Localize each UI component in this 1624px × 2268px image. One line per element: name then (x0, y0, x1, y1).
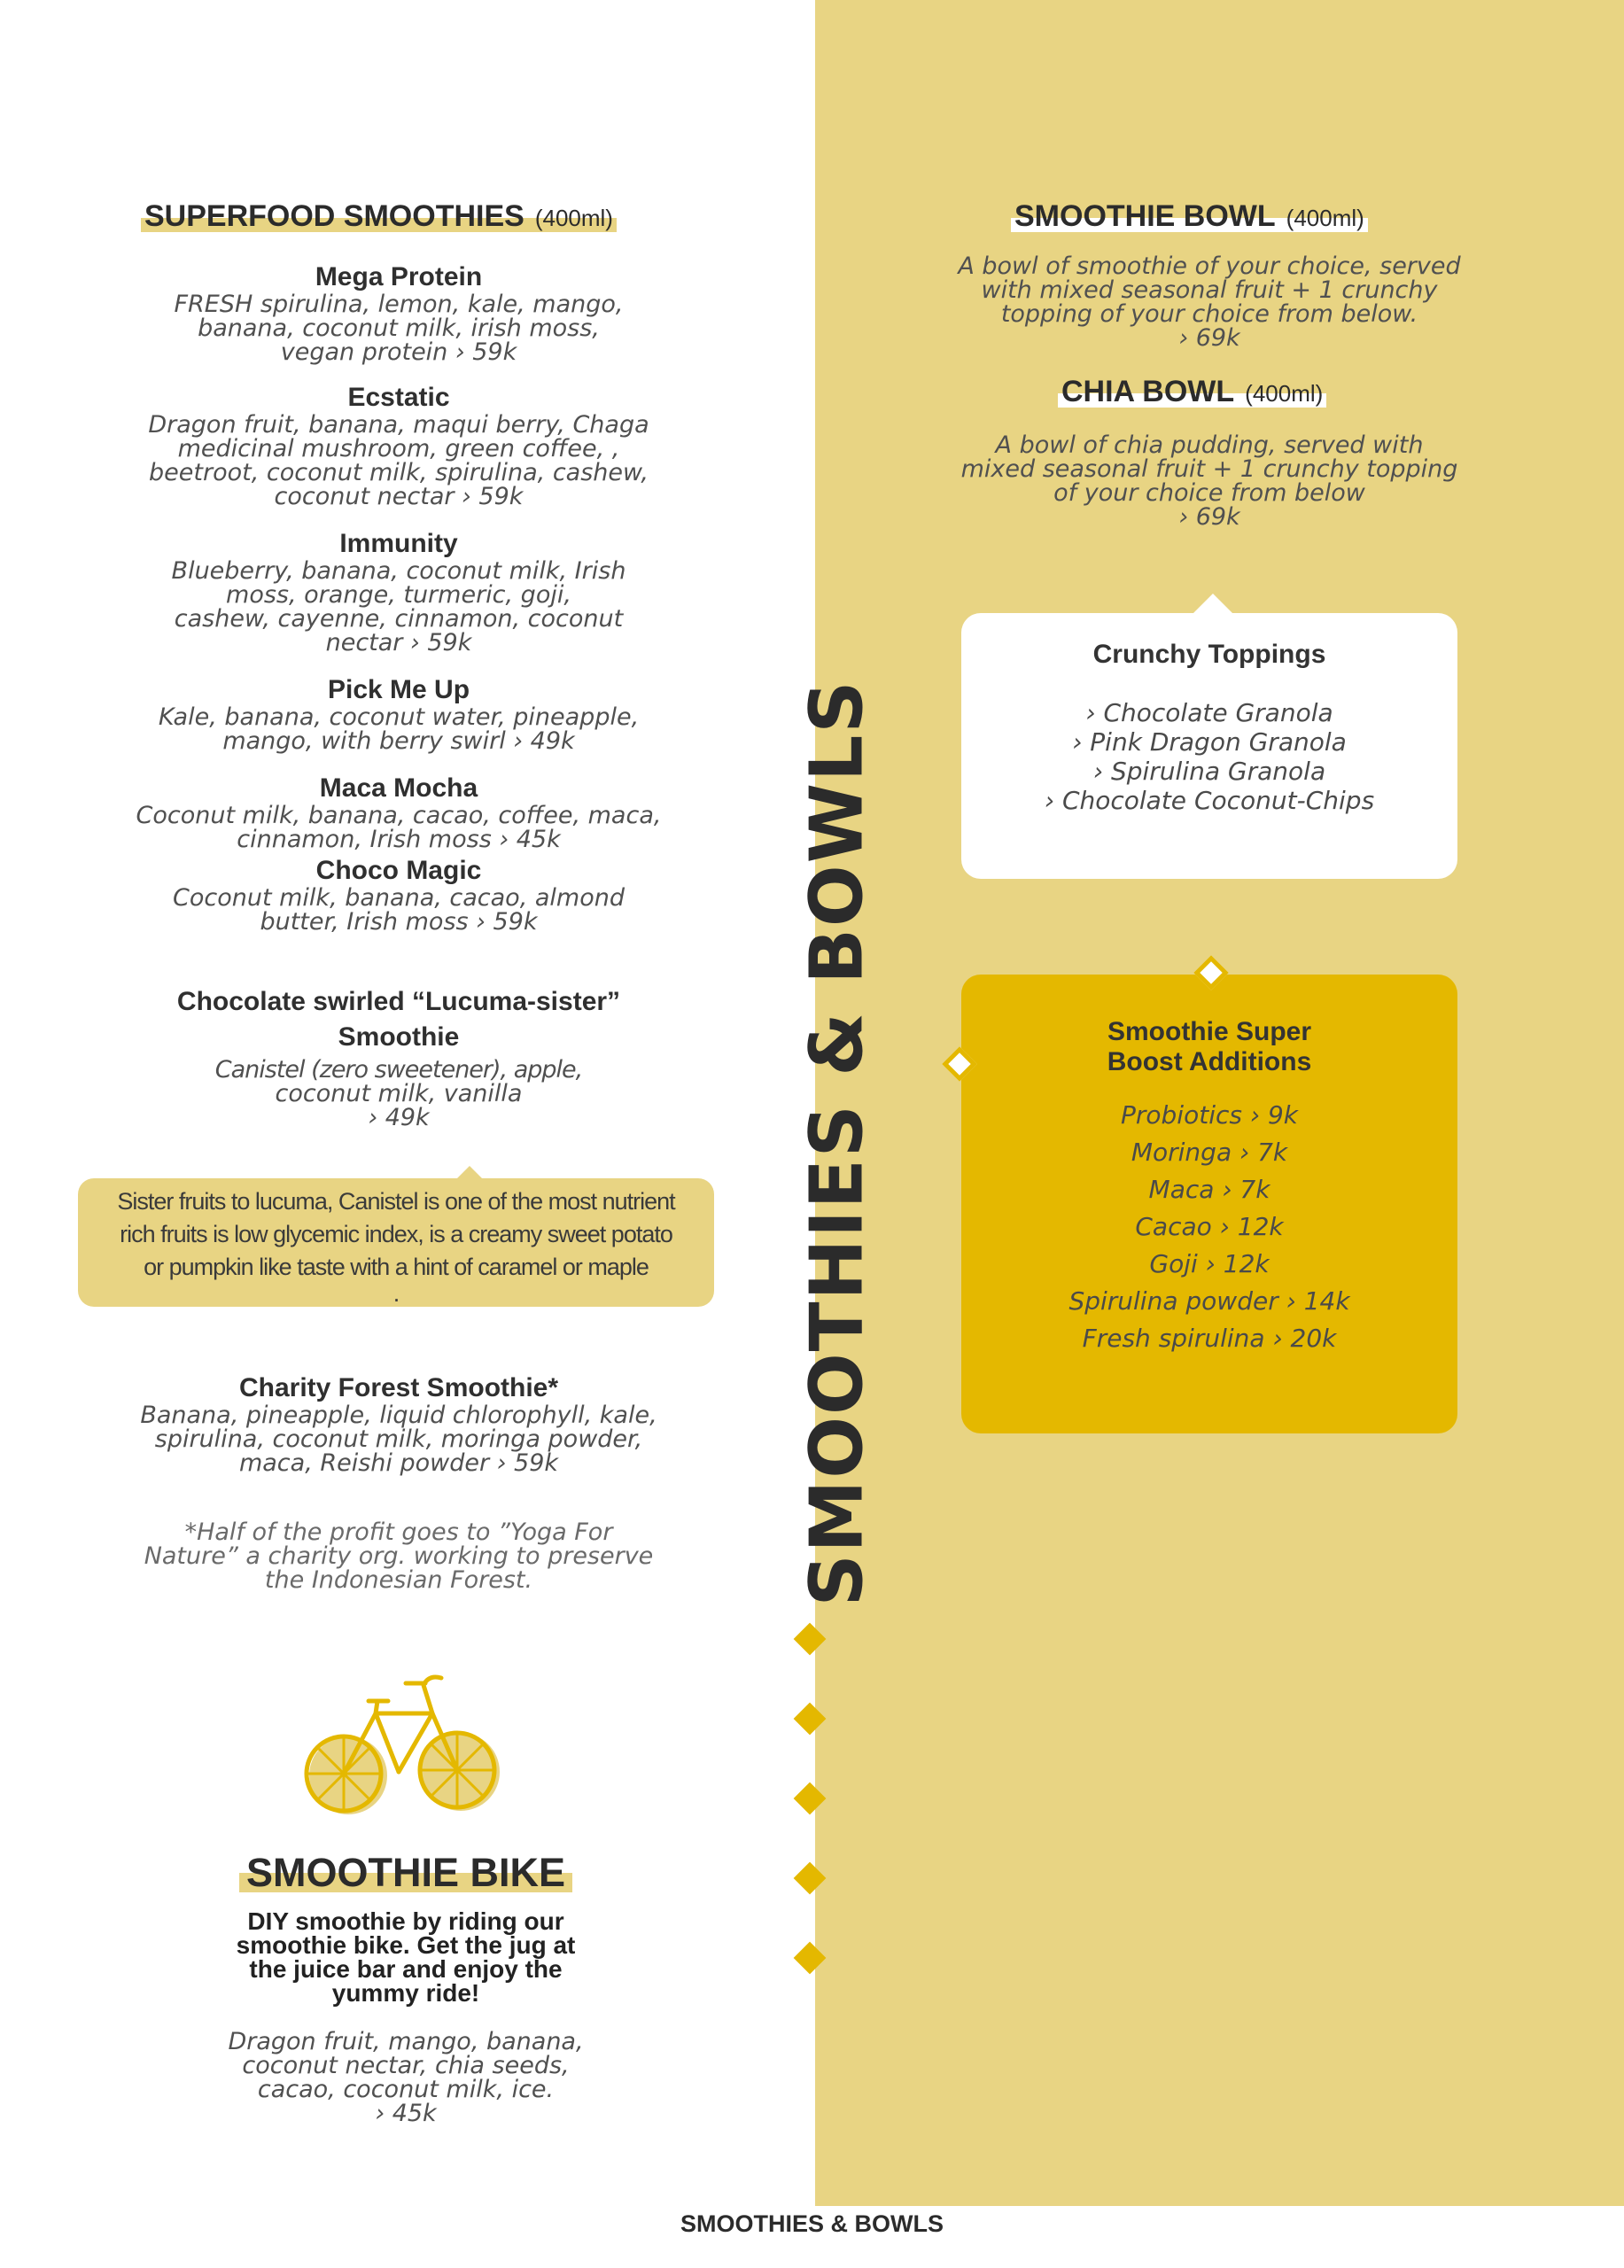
footnote-line: Nature” a charity org. working to preserve (144, 1542, 654, 1570)
bike-bold-line: smoothie bike. Get the jug at (236, 1931, 576, 1959)
item-desc-line: › 49k (368, 1104, 430, 1131)
bike-desc-line: coconut nectar, chia seeds, (242, 2052, 570, 2079)
item-desc-line: butter, Irish moss › 59k (260, 908, 538, 936)
item-desc-line: moss, orange, turmeric, goji, (226, 581, 571, 609)
boost-title (961, 1017, 1457, 1077)
boost-item: Spirulina powder › 14k (1068, 1286, 1350, 1316)
boost-item: Cacao › 12k (1135, 1212, 1284, 1241)
menu-item-ecstatic (133, 383, 664, 509)
item-desc-line: Blueberry, banana, coconut milk, Irish (171, 557, 626, 585)
item-name: Pick Me Up (327, 675, 470, 704)
menu-item-maca-mocha (133, 773, 664, 851)
boost-title-line: Smoothie Super (1107, 1017, 1312, 1046)
chia-desc-line: › 69k (1178, 503, 1240, 531)
smoothie-bowl-desc (939, 254, 1480, 350)
bowl-desc-line: with mixed seasonal fruit + 1 crunchy (981, 276, 1438, 304)
menu-item-pick-me-up (133, 675, 664, 753)
bike-bold-line: yummy ride! (331, 1979, 480, 2007)
boost-item: Moringa › 7k (1131, 1138, 1288, 1167)
topping-item: › Chocolate Coconut-Chips (1044, 786, 1375, 815)
topping-item: › Pink Dragon Granola (1072, 727, 1347, 757)
note-line: . (392, 1280, 400, 1307)
bike-bold-line: DIY smoothie by riding our (247, 1907, 564, 1935)
chia-bowl-size: (400ml) (1245, 380, 1324, 407)
bike-desc-line: cacao, coconut milk, ice. (257, 2076, 555, 2103)
menu-item-mega-protein (133, 262, 664, 364)
item-desc-line: maca, Reishi powder › 59k (238, 1449, 559, 1477)
menu-item-immunity (133, 529, 664, 655)
item-desc-line: Banana, pineapple, liquid chlorophyll, kale, (140, 1402, 657, 1429)
chia-bowl-desc (939, 433, 1480, 529)
chia-desc-line: of your choice from below (1053, 479, 1365, 507)
topping-item: › Chocolate Granola (1085, 698, 1333, 727)
boost-item: Probiotics › 9k (1121, 1100, 1298, 1130)
item-desc-line: Kale, banana, coconut water, pineapple, (158, 703, 640, 731)
note-line: Sister fruits to lucuma, Canistel is one of the most nutrient (117, 1188, 675, 1215)
note-text (87, 1185, 705, 1307)
menu-item-charity-forest (133, 1373, 664, 1475)
superfood-size: (400ml) (534, 205, 613, 231)
chia-bowl-title (1061, 375, 1323, 409)
bike-bold-line: the juice bar and enjoy the (249, 1955, 563, 1983)
item-desc-line: spirulina, coconut milk, moringa powder, (154, 1425, 643, 1453)
toppings-list (961, 698, 1457, 815)
boost-additions-box (961, 975, 1457, 1433)
smoothie-bike-info (133, 1909, 679, 2125)
item-desc-line: Dragon fruit, banana, maqui berry, Chaga (148, 411, 649, 439)
item-name: Immunity (339, 529, 458, 558)
bike-desc-line: › 45k (375, 2100, 437, 2127)
item-desc-line: coconut nectar › 59k (274, 483, 524, 510)
item-desc-line: banana, coconut milk, irish moss, (198, 315, 600, 342)
smoothie-bowl-title (1014, 199, 1364, 234)
item-name: Choco Magic (315, 856, 482, 885)
boost-item: Maca › 7k (1148, 1175, 1270, 1204)
note-pointer (457, 1166, 482, 1178)
vertical-section-title: SMOOTHIES & BOWLS (795, 679, 880, 1607)
chia-bowl-title-text: CHIA BOWL (1061, 375, 1235, 408)
bike-desc-line: Dragon fruit, mango, banana, (228, 2028, 584, 2055)
item-name: Smoothie (338, 1022, 460, 1052)
bowl-desc-line: A bowl of smoothie of your choice, served (958, 252, 1461, 280)
chia-desc-line: A bowl of chia pudding, served with (995, 431, 1424, 459)
item-desc-line: cashew, cayenne, cinnamon, coconut (174, 605, 624, 633)
menu-item-choco-magic (133, 856, 664, 934)
item-desc-line: coconut milk, vanilla (275, 1080, 523, 1107)
boost-item: Fresh spirulina › 20k (1082, 1324, 1337, 1353)
superfood-section-title (144, 199, 613, 234)
item-name: Maca Mocha (319, 773, 478, 803)
superfood-title-text: SUPERFOOD SMOOTHIES (144, 199, 524, 233)
item-name: Mega Protein (315, 262, 483, 291)
item-desc-line: nectar › 59k (325, 629, 472, 656)
boost-title-line: Boost Additions (1107, 1047, 1312, 1076)
charity-footnote (133, 1520, 664, 1592)
boost-list (961, 1097, 1457, 1357)
item-desc-line: medicinal mushroom, green coffee, , (177, 435, 620, 462)
item-name: Charity Forest Smoothie* (238, 1373, 559, 1402)
bike-title-text: SMOOTHIE BIKE (245, 1850, 566, 1895)
item-desc-line: Coconut milk, banana, cacao, almond (173, 884, 625, 912)
item-name: Chocolate swirled “Lucuma-sister” (176, 987, 621, 1016)
footnote-line: the Indonesian Forest. (264, 1566, 533, 1594)
toppings-pointer (1193, 594, 1232, 613)
item-desc-line: Canistel (zero sweetener), apple, (214, 1056, 583, 1084)
item-desc-line: beetroot, coconut milk, spirulina, cashew, (149, 459, 649, 486)
item-name: Ecstatic (347, 383, 450, 412)
item-desc-line: FRESH spirulina, lemon, kale, mango, (174, 291, 624, 318)
note-line: or pumpkin like taste with a hint of caramel or maple (144, 1254, 649, 1280)
bowl-desc-line: topping of your choice from below. (1000, 300, 1418, 328)
smoothie-bike-title (0, 1850, 812, 1896)
page-footer: SMOOTHIES & BOWLS (680, 2210, 944, 2237)
footnote-line: *Half of the profit goes to ”Yoga For (184, 1518, 613, 1546)
note-line: rich fruits is low glycemic index, is a creamy sweet potato (120, 1221, 672, 1247)
crunchy-toppings-box (961, 613, 1457, 879)
smoothie-bowl-size: (400ml) (1286, 205, 1364, 231)
smoothie-bowl-title-text: SMOOTHIE BOWL (1014, 199, 1276, 233)
item-desc-line: cinnamon, Irish moss › 45k (237, 826, 561, 853)
topping-item: › Spirulina Granola (1092, 757, 1326, 786)
menu-item-lucuma-sister (89, 985, 709, 1130)
bowl-desc-line: › 69k (1178, 324, 1240, 352)
bicycle-icon (299, 1667, 509, 1827)
boost-item: Goji › 12k (1149, 1249, 1270, 1278)
toppings-title: Crunchy Toppings (1092, 640, 1326, 669)
item-desc-line: vegan protein › 59k (280, 338, 517, 366)
chia-desc-line: mixed seasonal fruit + 1 crunchy topping (960, 455, 1458, 483)
canistel-note-box (78, 1178, 714, 1307)
item-desc-line: mango, with berry swirl › 49k (222, 727, 575, 755)
item-desc-line: Coconut milk, banana, cacao, coffee, maca, (136, 802, 662, 829)
